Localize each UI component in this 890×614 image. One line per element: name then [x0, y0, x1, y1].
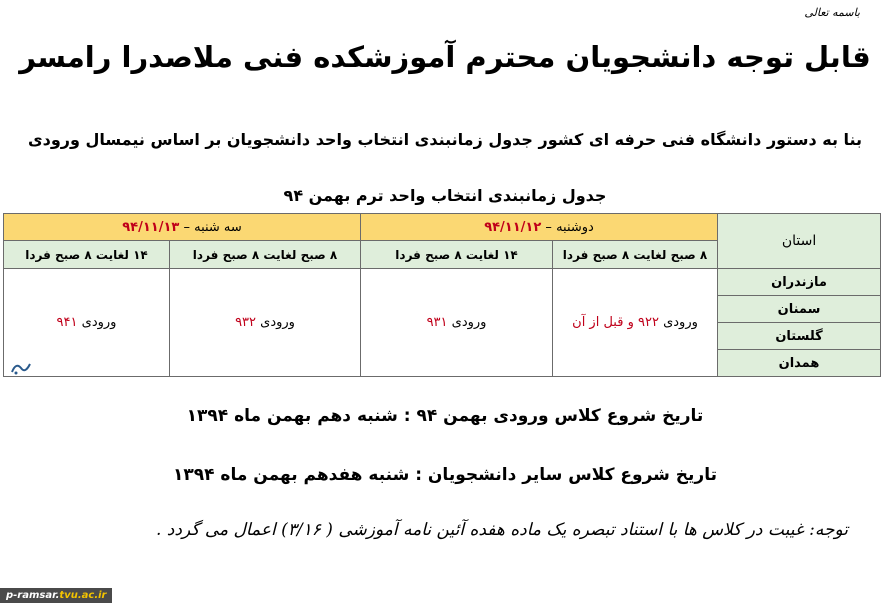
day-date: ۹۴/۱۱/۱۲: [484, 219, 542, 235]
class-start-other-students: تاریخ شروع کلاس سایر دانشجویان : شنبه هفدهم بهمن ماه ۱۳۹۴: [172, 465, 717, 485]
time-header: ۱۴ لغایت ۸ صبح فردا: [361, 241, 553, 269]
entry-prefix: ورودی: [451, 315, 487, 330]
page-title: قابل توجه دانشجویان محترم آموزشکده فنی ملاصدرا رامسر: [19, 40, 871, 74]
footer-url-badge[interactable]: [0, 588, 112, 603]
table-title: جدول زمانبندی انتخاب واحد ترم بهمن ۹۴: [283, 186, 607, 205]
schedule-table: [3, 213, 881, 377]
day-label: سه شنبه: [194, 219, 242, 235]
time-header: ۸ صبح لغایت ۸ صبح فردا: [553, 241, 718, 269]
day-date: ۹۴/۱۱/۱۳: [122, 219, 180, 235]
province-cell: سمنان: [718, 296, 881, 323]
footer-url-prefix: p-ramsar.: [6, 590, 60, 601]
footer-url-domain: tvu.ac.ir: [59, 590, 107, 601]
province-cell: مازندران: [718, 269, 881, 296]
day-header-tuesday: سه شنبه – ۹۴/۱۱/۱۳: [4, 214, 361, 241]
entry-value: ۹۳۱: [426, 315, 448, 330]
day-header-monday: دوشنبه – ۹۴/۱۱/۱۲: [361, 214, 718, 241]
time-header: ۱۴ لغایت ۸ صبح فردا: [4, 241, 170, 269]
class-start-new-students: تاریخ شروع کلاس ورودی بهمن ۹۴ : شنبه دهم بهمن ماه ۱۳۹۴: [186, 406, 704, 426]
day-label: دوشنبه: [556, 219, 594, 235]
entry-cell: [361, 269, 553, 377]
logo-watermark-icon: [10, 360, 32, 376]
province-cell: گلستان: [718, 323, 881, 350]
entry-value: ۹۲۲ و قبل از آن: [572, 315, 659, 330]
entry-cell: [170, 269, 361, 377]
time-header: ۸ صبح لغایت ۸ صبح فردا: [170, 241, 361, 269]
absence-note: توجه: غیبت در کلاس ها با استناد تبصره یک ماده هفده آئین نامه آموزشی ( ۳/۱۶) اعمال می گردد .: [156, 520, 848, 540]
entry-value: ۹۳۲: [235, 315, 257, 330]
province-cell: همدان: [718, 350, 881, 377]
entry-value: ۹۴۱: [56, 315, 78, 330]
subtitle: بنا به دستور دانشگاه فنی حرفه ای کشور جدول زمانبندی انتخاب واحد دانشجویان بر اساس نیمسال ورودی: [27, 130, 863, 149]
province-header: استان: [718, 214, 881, 269]
entry-prefix: ورودی: [260, 315, 295, 330]
entry-prefix: ورودی: [663, 315, 698, 330]
entry-prefix: ورودی: [81, 315, 117, 330]
bismillah-text: باسمه تعالی: [804, 6, 860, 19]
entry-cell: [553, 269, 718, 377]
